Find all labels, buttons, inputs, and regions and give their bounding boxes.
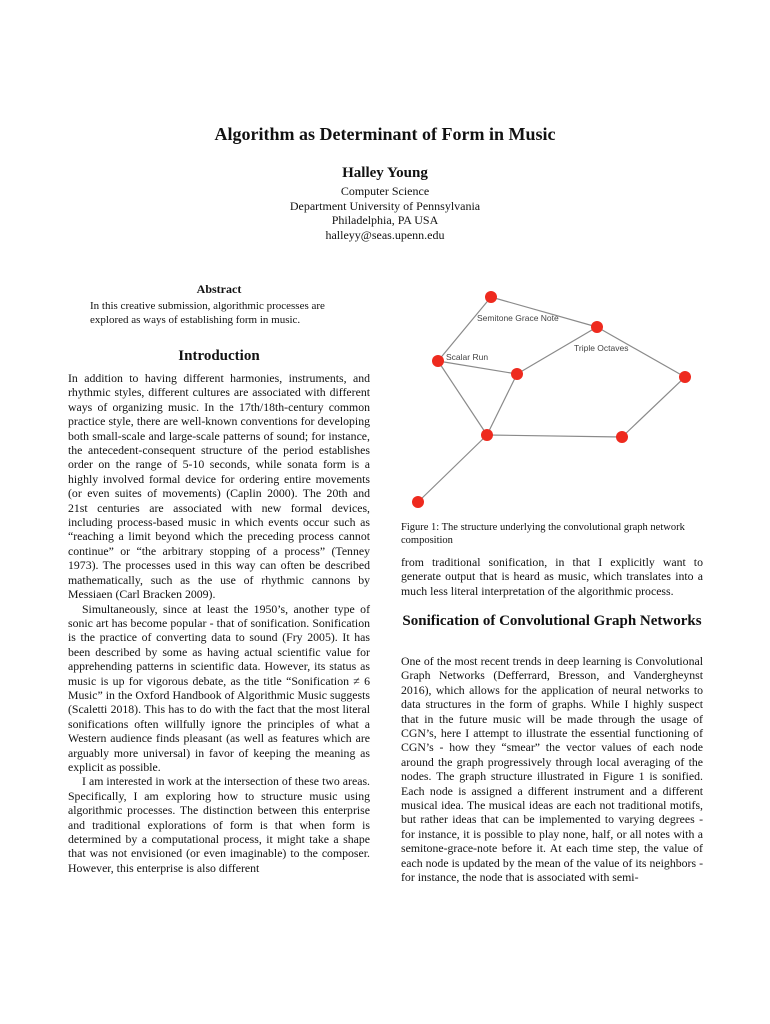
graph-edge [622,377,685,437]
introduction-body [68,371,370,875]
graph-node-scalar-run [432,355,444,367]
graph-node [679,371,691,383]
abstract-text: In this creative submission, algorithmic processes are explored as ways of establishing form in music. [90,300,325,326]
graph-edge [438,361,487,435]
graph-edge [418,435,487,502]
paragraph: I am interested in work at the intersection of these two areas. Specifically, I am exploring how to structure music using algorithmic processes. The distinction between this enterprise and traditional explorations of form is that when form is determined by a computational process, it might take a shape that was not envisioned (or even imaginable) to the composer. However, this enterprise is also different [68,774,370,875]
introduction-heading: Introduction [178,348,260,364]
label-scalar-run: Scalar Run [446,352,489,362]
author-email: halleyy@seas.upenn.edu [325,227,445,242]
label-triple-octaves: Triple Octaves [574,343,629,353]
graph-edges [418,297,685,502]
graph-node-triple-octaves [591,321,603,333]
paragraph: One of the most recent trends in deep learning is Convolutional Graph Networks (Defferrard, Bresson, and Vandergheynst 2016), which allows for the application of neural networks to data structures in the form of graphs. While I highly suspect that in the future music will be made through the usage of CGN’s, here I attempt to illustrate the essential functioning of CGN’s - how they “smear” the vector values of each node around the graph progressively through local averaging of the nodes. The graph structure illustrated in Figure 1 is sonified. Each node is assigned a different instrument and a different musical idea. The musical ideas are each not traditional motifs, but rather ideas that can be implemented to varying degrees - for instance, it is possible to play none, half, or all notes with a semitone-grace-note before it. At each time step, the value of each node is updated by the mean of the value of its neighbors - for instance, the node that is associated with semi- [401,654,703,885]
paragraph: Simultaneously, since at least the 1950’s, another type of sonic art has become popular - that of sonification. Sonification is the practice of converting data to sound (Fry 2005). It has been described by some as having actual scientific value for apprehending patterns in scientific data. However, its status as music is up for vigorous debate, as the title “Sonification ≠ 6 Music” in the Oxford Handbook of Algorithmic Music suggests (Scaletti 2018). This has to do with the fact that the most literal sonifications often willfully ignore the principles of what a Western audience finds pleasant (as well as features which are arguably more universal) in favor of keeping the meaning as explicit as possible. [68,601,370,774]
affiliation-line: Department University of Pennsylvania [289,198,481,213]
abstract-heading: Abstract [196,282,242,296]
affiliation-line: Philadelphia, PA USA [331,213,439,227]
graph-node [412,496,424,508]
graph-nodes [412,291,691,508]
label-semitone-grace-note: Semitone Grace Note [477,313,559,323]
graph-figure [400,283,720,518]
graph-node [485,291,497,303]
paper-title: Algorithm as Determinant of Form in Music [214,124,556,144]
affiliation-line: Computer Science [340,184,430,198]
graph-edge [487,374,517,435]
paragraph: from traditional sonification, in that I explicitly want to generate output that is heard as music, which translates into a much less literal interpretation of the algorithmic process. [401,555,703,598]
paragraph: In addition to having different harmonies, instruments, and rhythmic styles, different cultures are associated with different ways of organizing music. In the 17th/18th-century common practice style, there are well-known conventions for developing both small-scale and large-scale patterns of sound; for instance, the antecedent-consequent structure of the period establishes order on the range of 5-10 seconds, while sonata form is a highly involved formal device for ordering entire movements (or even suites of movements) (Caplin 2000). The 20th and 21st centuries are associated with new formal devices, including process-based music in which events occur such as “reaching a limit beyond which the preceding process cannot continue” or “the arbitrary stopping of a process” (Tenney 1973). The processes used in this way can often be described mathematically, such as the use of rhythmic cannons by Messiaen (Carl Bracken 2009). [68,371,370,602]
graph-node [511,368,523,380]
author-name: Halley Young [342,165,428,181]
graph-node [481,429,493,441]
section-heading: Sonification of Convolutional Graph Networks [402,613,702,629]
graph-edge [487,435,622,437]
graph-edge [438,361,517,374]
figure-caption: Figure 1: The structure underlying the convolutional graph network composition [401,522,685,546]
graph-node [616,431,628,443]
